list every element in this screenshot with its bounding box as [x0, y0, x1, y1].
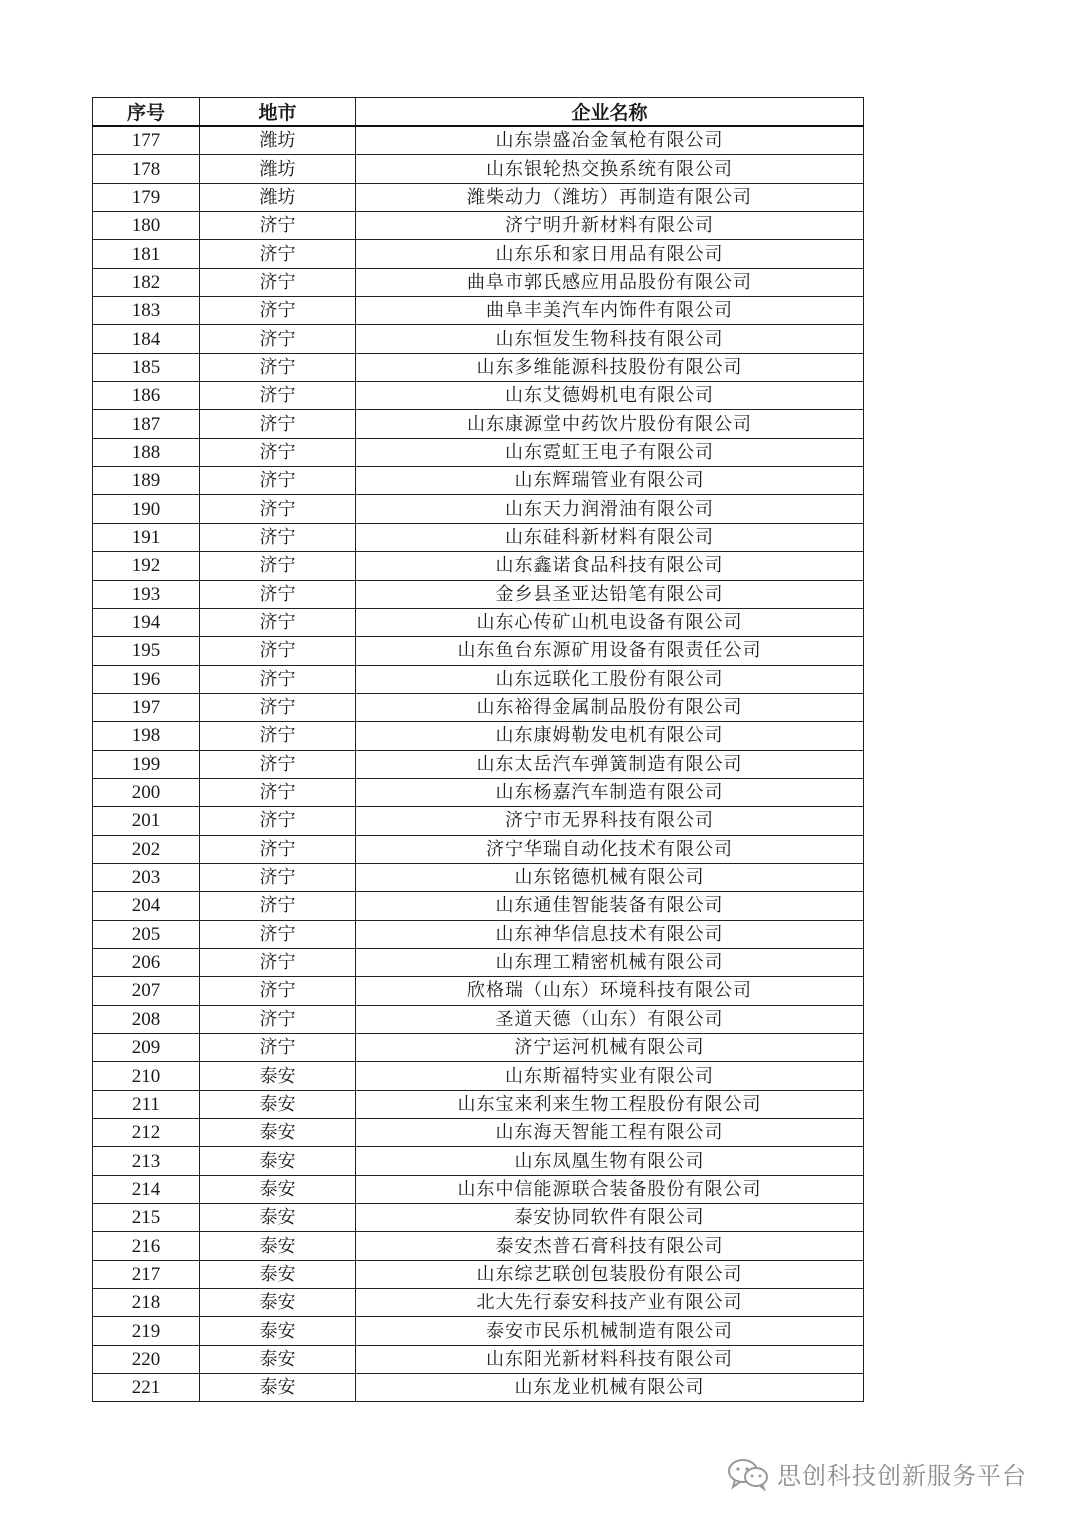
cell-company-name: 曲阜市郭氏感应用品股份有限公司 — [356, 268, 864, 296]
cell-company-name: 山东综艺联创包装股份有限公司 — [356, 1260, 864, 1288]
cell-serial-number: 199 — [93, 750, 200, 778]
cell-serial-number: 190 — [93, 495, 200, 523]
cell-city: 济宁 — [200, 1034, 356, 1062]
cell-company-name: 山东康姆勒发电机有限公司 — [356, 722, 864, 750]
cell-company-name: 济宁市无界科技有限公司 — [356, 807, 864, 835]
cell-company-name: 山东海天智能工程有限公司 — [356, 1119, 864, 1147]
cell-company-name: 山东康源堂中药饮片股份有限公司 — [356, 410, 864, 438]
table-body — [93, 126, 864, 1402]
cell-company-name: 山东铭德机械有限公司 — [356, 863, 864, 891]
cell-serial-number: 177 — [93, 126, 200, 155]
table-row — [93, 1260, 864, 1288]
cell-city: 济宁 — [200, 948, 356, 976]
cell-serial-number: 213 — [93, 1147, 200, 1175]
table-row — [93, 722, 864, 750]
cell-city: 济宁 — [200, 807, 356, 835]
table-row — [93, 183, 864, 211]
cell-city: 济宁 — [200, 892, 356, 920]
table-row — [93, 608, 864, 636]
cell-city: 潍坊 — [200, 183, 356, 211]
cell-city: 济宁 — [200, 410, 356, 438]
cell-company-name: 山东恒发生物科技有限公司 — [356, 325, 864, 353]
cell-company-name: 山东银轮热交换系统有限公司 — [356, 155, 864, 183]
cell-city: 济宁 — [200, 750, 356, 778]
cell-company-name: 山东中信能源联合装备股份有限公司 — [356, 1175, 864, 1203]
cell-city: 济宁 — [200, 637, 356, 665]
cell-company-name: 山东神华信息技术有限公司 — [356, 920, 864, 948]
company-list-table — [92, 97, 864, 1402]
header-company-name: 企业名称 — [356, 98, 864, 127]
cell-company-name: 山东心传矿山机电设备有限公司 — [356, 608, 864, 636]
cell-city: 济宁 — [200, 382, 356, 410]
cell-serial-number: 198 — [93, 722, 200, 750]
table-row — [93, 1119, 864, 1147]
cell-city: 泰安 — [200, 1374, 356, 1402]
header-serial-number: 序号 — [93, 98, 200, 127]
table-row — [93, 1232, 864, 1260]
cell-company-name: 山东天力润滑油有限公司 — [356, 495, 864, 523]
cell-city: 济宁 — [200, 552, 356, 580]
cell-city: 泰安 — [200, 1204, 356, 1232]
cell-city: 济宁 — [200, 693, 356, 721]
cell-serial-number: 179 — [93, 183, 200, 211]
cell-city: 济宁 — [200, 1005, 356, 1033]
cell-serial-number: 188 — [93, 438, 200, 466]
watermark-text: 思创科技创新服务平台 — [777, 1462, 1027, 1490]
cell-company-name: 山东凤凰生物有限公司 — [356, 1147, 864, 1175]
cell-serial-number: 212 — [93, 1119, 200, 1147]
cell-serial-number: 214 — [93, 1175, 200, 1203]
cell-city: 济宁 — [200, 835, 356, 863]
cell-city: 济宁 — [200, 523, 356, 551]
cell-serial-number: 200 — [93, 778, 200, 806]
cell-company-name: 济宁运河机械有限公司 — [356, 1034, 864, 1062]
cell-serial-number: 178 — [93, 155, 200, 183]
table-row — [93, 1062, 864, 1090]
cell-serial-number: 181 — [93, 240, 200, 268]
cell-city: 泰安 — [200, 1175, 356, 1203]
table-row — [93, 977, 864, 1005]
cell-company-name: 山东硅科新材料有限公司 — [356, 523, 864, 551]
cell-city: 泰安 — [200, 1147, 356, 1175]
cell-company-name: 山东理工精密机械有限公司 — [356, 948, 864, 976]
cell-serial-number: 182 — [93, 268, 200, 296]
table-row — [93, 240, 864, 268]
table-row — [93, 212, 864, 240]
cell-company-name: 北大先行泰安科技产业有限公司 — [356, 1289, 864, 1317]
table-row — [93, 835, 864, 863]
table-row — [93, 750, 864, 778]
cell-city: 泰安 — [200, 1119, 356, 1147]
cell-city: 济宁 — [200, 920, 356, 948]
cell-serial-number: 195 — [93, 637, 200, 665]
cell-serial-number: 180 — [93, 212, 200, 240]
cell-city: 济宁 — [200, 353, 356, 381]
table-row — [93, 382, 864, 410]
cell-company-name: 山东宝来利来生物工程股份有限公司 — [356, 1090, 864, 1118]
header-city: 地市 — [200, 98, 356, 127]
table-row — [93, 410, 864, 438]
cell-company-name: 泰安杰普石膏科技有限公司 — [356, 1232, 864, 1260]
cell-serial-number: 208 — [93, 1005, 200, 1033]
table-row — [93, 1147, 864, 1175]
table-row — [93, 1175, 864, 1203]
cell-company-name: 山东太岳汽车弹簧制造有限公司 — [356, 750, 864, 778]
table-row — [93, 155, 864, 183]
cell-city: 济宁 — [200, 977, 356, 1005]
cell-serial-number: 192 — [93, 552, 200, 580]
cell-company-name: 山东多维能源科技股份有限公司 — [356, 353, 864, 381]
cell-city: 泰安 — [200, 1289, 356, 1317]
cell-company-name: 泰安协同软件有限公司 — [356, 1204, 864, 1232]
cell-serial-number: 219 — [93, 1317, 200, 1345]
cell-company-name: 金乡县圣亚达铅笔有限公司 — [356, 580, 864, 608]
wechat-icon — [727, 1457, 771, 1491]
cell-serial-number: 206 — [93, 948, 200, 976]
table-row — [93, 892, 864, 920]
cell-serial-number: 218 — [93, 1289, 200, 1317]
cell-serial-number: 207 — [93, 977, 200, 1005]
cell-company-name: 山东杨嘉汽车制造有限公司 — [356, 778, 864, 806]
cell-company-name: 山东艾德姆机电有限公司 — [356, 382, 864, 410]
cell-company-name: 山东裕得金属制品股份有限公司 — [356, 693, 864, 721]
cell-serial-number: 183 — [93, 297, 200, 325]
cell-serial-number: 202 — [93, 835, 200, 863]
table-row — [93, 552, 864, 580]
cell-company-name: 山东通佳智能装备有限公司 — [356, 892, 864, 920]
cell-city: 济宁 — [200, 325, 356, 353]
cell-company-name: 圣道天德（山东）有限公司 — [356, 1005, 864, 1033]
cell-serial-number: 215 — [93, 1204, 200, 1232]
cell-city: 泰安 — [200, 1260, 356, 1288]
table-row — [93, 637, 864, 665]
cell-company-name: 泰安市民乐机械制造有限公司 — [356, 1317, 864, 1345]
table-row — [93, 1289, 864, 1317]
cell-company-name: 欣格瑞（山东）环境科技有限公司 — [356, 977, 864, 1005]
table-row — [93, 665, 864, 693]
cell-city: 泰安 — [200, 1317, 356, 1345]
table-row — [93, 1090, 864, 1118]
cell-serial-number: 194 — [93, 608, 200, 636]
watermark — [727, 1456, 1027, 1491]
cell-serial-number: 187 — [93, 410, 200, 438]
cell-company-name: 山东鱼台东源矿用设备有限责任公司 — [356, 637, 864, 665]
cell-company-name: 曲阜丰美汽车内饰件有限公司 — [356, 297, 864, 325]
cell-serial-number: 193 — [93, 580, 200, 608]
cell-serial-number: 185 — [93, 353, 200, 381]
cell-city: 济宁 — [200, 665, 356, 693]
cell-city: 济宁 — [200, 608, 356, 636]
table-row — [93, 353, 864, 381]
cell-company-name: 山东霓虹王电子有限公司 — [356, 438, 864, 466]
table-row — [93, 580, 864, 608]
cell-company-name: 山东远联化工股份有限公司 — [356, 665, 864, 693]
cell-city: 济宁 — [200, 863, 356, 891]
table-row — [93, 438, 864, 466]
cell-serial-number: 217 — [93, 1260, 200, 1288]
cell-serial-number: 204 — [93, 892, 200, 920]
cell-city: 泰安 — [200, 1345, 356, 1373]
cell-city: 济宁 — [200, 580, 356, 608]
cell-city: 济宁 — [200, 495, 356, 523]
cell-company-name: 济宁华瑞自动化技术有限公司 — [356, 835, 864, 863]
cell-serial-number: 203 — [93, 863, 200, 891]
table-row — [93, 1374, 864, 1402]
table-header — [93, 98, 864, 127]
table-row — [93, 126, 864, 155]
cell-serial-number: 197 — [93, 693, 200, 721]
cell-city: 济宁 — [200, 778, 356, 806]
cell-city: 泰安 — [200, 1062, 356, 1090]
cell-company-name: 山东乐和家日用品有限公司 — [356, 240, 864, 268]
cell-company-name: 济宁明升新材料有限公司 — [356, 212, 864, 240]
table-row — [93, 920, 864, 948]
cell-company-name: 山东鑫诺食品科技有限公司 — [356, 552, 864, 580]
cell-city: 济宁 — [200, 438, 356, 466]
cell-company-name: 山东辉瑞管业有限公司 — [356, 467, 864, 495]
cell-company-name: 山东崇盛冶金氧枪有限公司 — [356, 126, 864, 155]
cell-company-name: 山东龙业机械有限公司 — [356, 1374, 864, 1402]
table-row — [93, 268, 864, 296]
table-row — [93, 325, 864, 353]
table-row — [93, 467, 864, 495]
cell-city: 泰安 — [200, 1232, 356, 1260]
cell-city: 泰安 — [200, 1090, 356, 1118]
cell-serial-number: 196 — [93, 665, 200, 693]
cell-city: 济宁 — [200, 467, 356, 495]
table-row — [93, 495, 864, 523]
cell-city: 济宁 — [200, 722, 356, 750]
table-row — [93, 1204, 864, 1232]
cell-city: 济宁 — [200, 268, 356, 296]
table-row — [93, 297, 864, 325]
table-row — [93, 1005, 864, 1033]
cell-serial-number: 189 — [93, 467, 200, 495]
cell-serial-number: 221 — [93, 1374, 200, 1402]
cell-company-name: 潍柴动力（潍坊）再制造有限公司 — [356, 183, 864, 211]
cell-city: 济宁 — [200, 212, 356, 240]
cell-company-name: 山东阳光新材料科技有限公司 — [356, 1345, 864, 1373]
cell-serial-number: 216 — [93, 1232, 200, 1260]
cell-city: 潍坊 — [200, 126, 356, 155]
table-row — [93, 778, 864, 806]
cell-serial-number: 205 — [93, 920, 200, 948]
table-row — [93, 1034, 864, 1062]
table-row — [93, 1317, 864, 1345]
header-row — [93, 98, 864, 127]
cell-serial-number: 209 — [93, 1034, 200, 1062]
cell-serial-number: 186 — [93, 382, 200, 410]
cell-serial-number: 210 — [93, 1062, 200, 1090]
table-row — [93, 523, 864, 551]
cell-city: 济宁 — [200, 297, 356, 325]
table-row — [93, 948, 864, 976]
cell-company-name: 山东斯福特实业有限公司 — [356, 1062, 864, 1090]
table-row — [93, 863, 864, 891]
cell-city: 潍坊 — [200, 155, 356, 183]
cell-serial-number: 184 — [93, 325, 200, 353]
table-row — [93, 1345, 864, 1373]
table-row — [93, 693, 864, 721]
cell-serial-number: 191 — [93, 523, 200, 551]
cell-serial-number: 201 — [93, 807, 200, 835]
table-row — [93, 807, 864, 835]
cell-serial-number: 220 — [93, 1345, 200, 1373]
cell-serial-number: 211 — [93, 1090, 200, 1118]
cell-city: 济宁 — [200, 240, 356, 268]
